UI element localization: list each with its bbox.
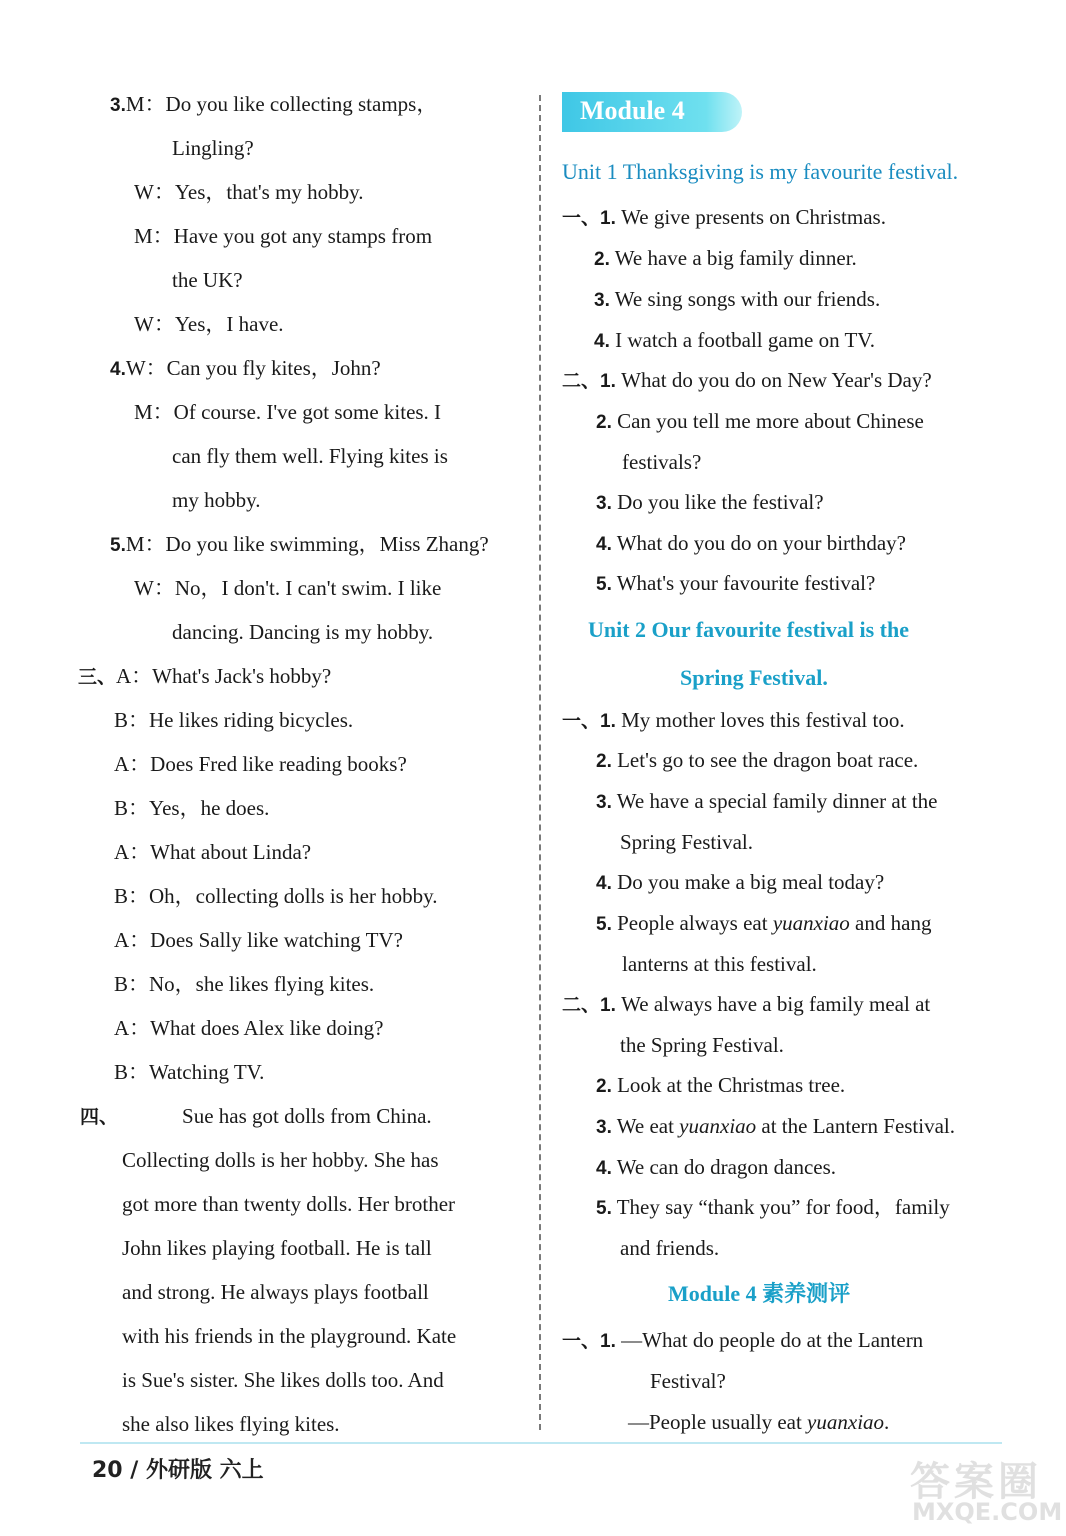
answer-line: Festival? [650,1369,726,1393]
watermark [900,1450,1063,1530]
dialog-line: 3.M：Do you like collecting stamps， [110,92,438,116]
answer-line: 一、1. We give presents on Christmas. [562,205,886,229]
dialog-line: B：Yes，he does. [114,796,270,820]
watermark-logo: 答案圈 [910,1459,1042,1505]
column-divider [539,95,541,1430]
answer-line: Spring Festival. [620,830,754,854]
answer-line: 一、1. My mother loves this festival too. [562,708,905,732]
dialog-line: W：Yes，that's my hobby. [134,180,364,204]
dialog-line: B：Watching TV. [114,1060,265,1084]
answer-line: 2. We have a big family dinner. [594,246,857,270]
dialog-line: M：Have you got any stamps from [134,224,433,248]
answer-line: 2. Let's go to see the dragon boat race. [596,748,919,772]
passage-line: she also likes flying kites. [122,1412,340,1436]
answer-line: 二、1. We always have a big family meal at [562,992,931,1016]
answer-line: 4. Do you make a big meal today? [596,870,885,894]
dialog-line: can fly them well. Flying kites is [172,444,448,468]
answer-line: 5. They say “thank you” for food，family [596,1195,950,1219]
module-tab [562,92,742,132]
answer-line: 二、1. What do you do on New Year's Day? [562,368,932,392]
dialog-line: W：Yes，I have. [134,312,284,336]
dialog-line: 4.W：Can you fly kites，John? [110,356,381,380]
answer-line: 5. What's your favourite festival? [596,571,876,595]
dialog-line: A：What does Alex like doing? [114,1016,384,1040]
dialog-line: B：He likes riding bicycles. [114,708,354,732]
unit1-title: Unit 1 Thanksgiving is my favourite festival. [562,159,959,184]
answer-line: 4. We can do dragon dances. [596,1155,837,1179]
passage-line: is Sue's sister. She likes dolls too. And [122,1368,444,1392]
passage-line: 四、 Sue has got dolls from China. [80,1104,432,1128]
passage-line: and strong. He always plays football [122,1280,429,1304]
dialog-line: my hobby. [172,488,261,512]
page-footer: 20 / 外研版 六上 [92,1458,264,1483]
dialog-line: 三、A：What's Jack's hobby? [78,664,332,688]
dialog-line: M：Of course. I've got some kites. I [134,400,442,424]
dialog-line: Lingling? [172,136,254,160]
answer-line: 2. Can you tell me more about Chinese [596,409,924,433]
passage-line: Collecting dolls is her hobby. She has [122,1148,439,1172]
dialog-line: B：No，she likes flying kites. [114,972,375,996]
watermark-url: MXQE.COM [912,1498,1063,1526]
answer-line: 一、1. —What do people do at the Lantern [562,1328,924,1352]
answer-line: 3. We eat yuanxiao at the Lantern Festival. [596,1114,956,1138]
answer-line: 2. Look at the Christmas tree. [596,1073,846,1097]
dialog-line: A：Does Sally like watching TV? [114,928,403,952]
answer-line: 3. Do you like the festival? [596,490,824,514]
answer-line: lanterns at this festival. [622,952,817,976]
footer-rule [80,1442,1002,1444]
dialog-line: W：No，I don't. I can't swim. I like [134,576,442,600]
answer-line: 4. What do you do on your birthday? [596,531,907,555]
unit2-title: Unit 2 Our favourite festival is the [588,617,910,642]
dialog-line: dancing. Dancing is my hobby. [172,620,434,644]
answer-line: 4. I watch a football game on TV. [594,328,876,352]
passage-line: with his friends in the playground. Kate [122,1324,457,1348]
answer-line: —People usually eat yuanxiao. [628,1410,890,1434]
module-label: Module 4 [580,96,685,125]
dialog-line: the UK? [172,268,243,292]
answer-line: the Spring Festival. [620,1033,784,1057]
answer-line: festivals? [622,450,702,474]
unit2-title-cont: Spring Festival. [680,665,828,690]
dialog-line: 5.M：Do you like swimming，Miss Zhang? [110,532,489,556]
dialog-line: B：Oh，collecting dolls is her hobby. [114,884,438,908]
passage-line: John likes playing football. He is tall [122,1236,432,1260]
dialog-line: A：Does Fred like reading books? [114,752,407,776]
answer-line: 3. We sing songs with our friends. [594,287,881,311]
passage-line: got more than twenty dolls. Her brother [122,1192,456,1216]
test-title: Module 4 素养测评 [668,1281,851,1306]
answer-line: 5. People always eat yuanxiao and hang [596,911,932,935]
dialog-line: A：What about Linda? [114,840,312,864]
answer-line: 3. We have a special family dinner at the [596,789,938,813]
answer-line: and friends. [620,1236,720,1260]
